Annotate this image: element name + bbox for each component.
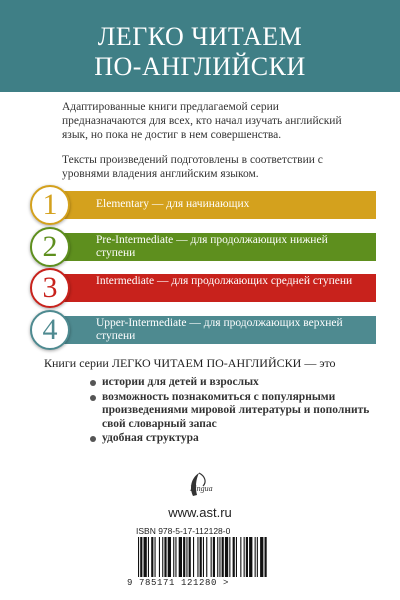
level-bar-3	[50, 274, 376, 302]
isbn-label: ISBN 978-5-17-112128-0	[136, 526, 231, 536]
level-text-3: Intermediate — для продолжающих средней ступени	[96, 275, 353, 287]
barcode-digits: 9 785171 121280 >	[127, 578, 230, 588]
cover-header	[0, 0, 400, 92]
bullet-icon	[90, 380, 96, 386]
intro-paragraph-2: Тексты произведений подготовлены в соответствии с уровнями владения английским языком.	[62, 154, 323, 180]
series-title-line1: ЛЕГКО ЧИТАЕМ	[97, 22, 303, 51]
barcode-bar	[225, 537, 228, 577]
series-summary-line: Книги серии ЛЕГКО ЧИТАЕМ ПО-АНГЛИЙСКИ — это	[44, 356, 336, 370]
barcode-bar	[200, 537, 202, 577]
barcode-bar	[222, 537, 224, 577]
barcode-bar	[249, 537, 252, 577]
feature-item	[90, 376, 380, 390]
barcode-bar	[217, 537, 218, 577]
barcode-bar	[206, 537, 207, 577]
barcode-bar	[162, 537, 163, 577]
barcode-bar	[260, 537, 263, 577]
level-row-2	[30, 227, 376, 267]
feature-text-3: удобная структура	[102, 432, 199, 444]
feature-item	[90, 391, 380, 432]
barcode-bar	[168, 537, 171, 577]
barcode-bar	[211, 537, 212, 577]
barcode-bar	[189, 537, 191, 577]
barcode-bar	[186, 537, 187, 577]
barcode-bar	[233, 537, 235, 577]
barcode-bar	[151, 537, 153, 577]
barcode-bar	[140, 537, 142, 577]
level-text-2: Pre-Intermediate — для продолжающих нижней ступени	[96, 234, 328, 259]
barcode-bar	[183, 537, 185, 577]
level-bar-2	[50, 233, 376, 261]
barcode-bar	[155, 537, 156, 577]
barcode-bar	[246, 537, 248, 577]
level-bar-4	[50, 316, 376, 344]
level-text-4: Upper-Intermediate — для продолжающих верхней ступени	[96, 317, 343, 342]
barcode-bar	[159, 537, 160, 577]
lingua-logo-text: Lingua	[190, 484, 213, 493]
publisher-website: www.ast.ru	[168, 505, 232, 520]
barcode-bar	[265, 537, 267, 577]
feature-text-2: возможность познакомиться с популярными произведениями мировой литературы и пополнить свой словарный запас	[102, 390, 370, 430]
level-number-1: 1	[30, 185, 70, 225]
barcode-bar	[138, 537, 139, 577]
level-row-4	[30, 310, 376, 350]
barcode-bar	[229, 537, 230, 577]
level-text-1: Elementary — для начинающих	[96, 198, 250, 210]
series-title-line2: ПО-АНГЛИЙСКИ	[94, 52, 306, 81]
barcode-bar	[193, 537, 194, 577]
barcode-bar	[236, 537, 237, 577]
barcode-bar	[164, 537, 166, 577]
barcode-bar	[257, 537, 258, 577]
barcode	[136, 537, 268, 577]
level-row-3	[30, 268, 376, 308]
level-row-1	[30, 185, 376, 225]
barcode-bar	[179, 537, 182, 577]
intro-paragraph-1: Адаптированные книги предлагаемой серии предназначаются для всех, кто начал изучать английский язык, но пока не достиг в нем совершенства.	[62, 101, 342, 141]
level-number-3: 3	[30, 268, 70, 308]
level-bar-1	[50, 191, 376, 219]
barcode-bar	[144, 537, 147, 577]
barcode-bar	[244, 537, 245, 577]
barcode-bar	[255, 537, 256, 577]
bullet-icon	[90, 395, 96, 401]
feature-list	[90, 376, 380, 447]
level-number-2: 2	[30, 227, 70, 267]
feature-item	[90, 432, 380, 446]
barcode-bar	[175, 537, 176, 577]
barcode-bar	[219, 537, 220, 577]
level-number-4: 4	[30, 310, 70, 350]
barcode-bar	[240, 537, 241, 577]
barcode-bar	[173, 537, 174, 577]
barcode-bar	[213, 537, 215, 577]
bullet-icon	[90, 436, 96, 442]
barcode-bar	[148, 537, 149, 577]
barcode-bar	[203, 537, 204, 577]
barcode-bar	[197, 537, 198, 577]
feature-text-1: истории для детей и взрослых	[102, 376, 259, 388]
